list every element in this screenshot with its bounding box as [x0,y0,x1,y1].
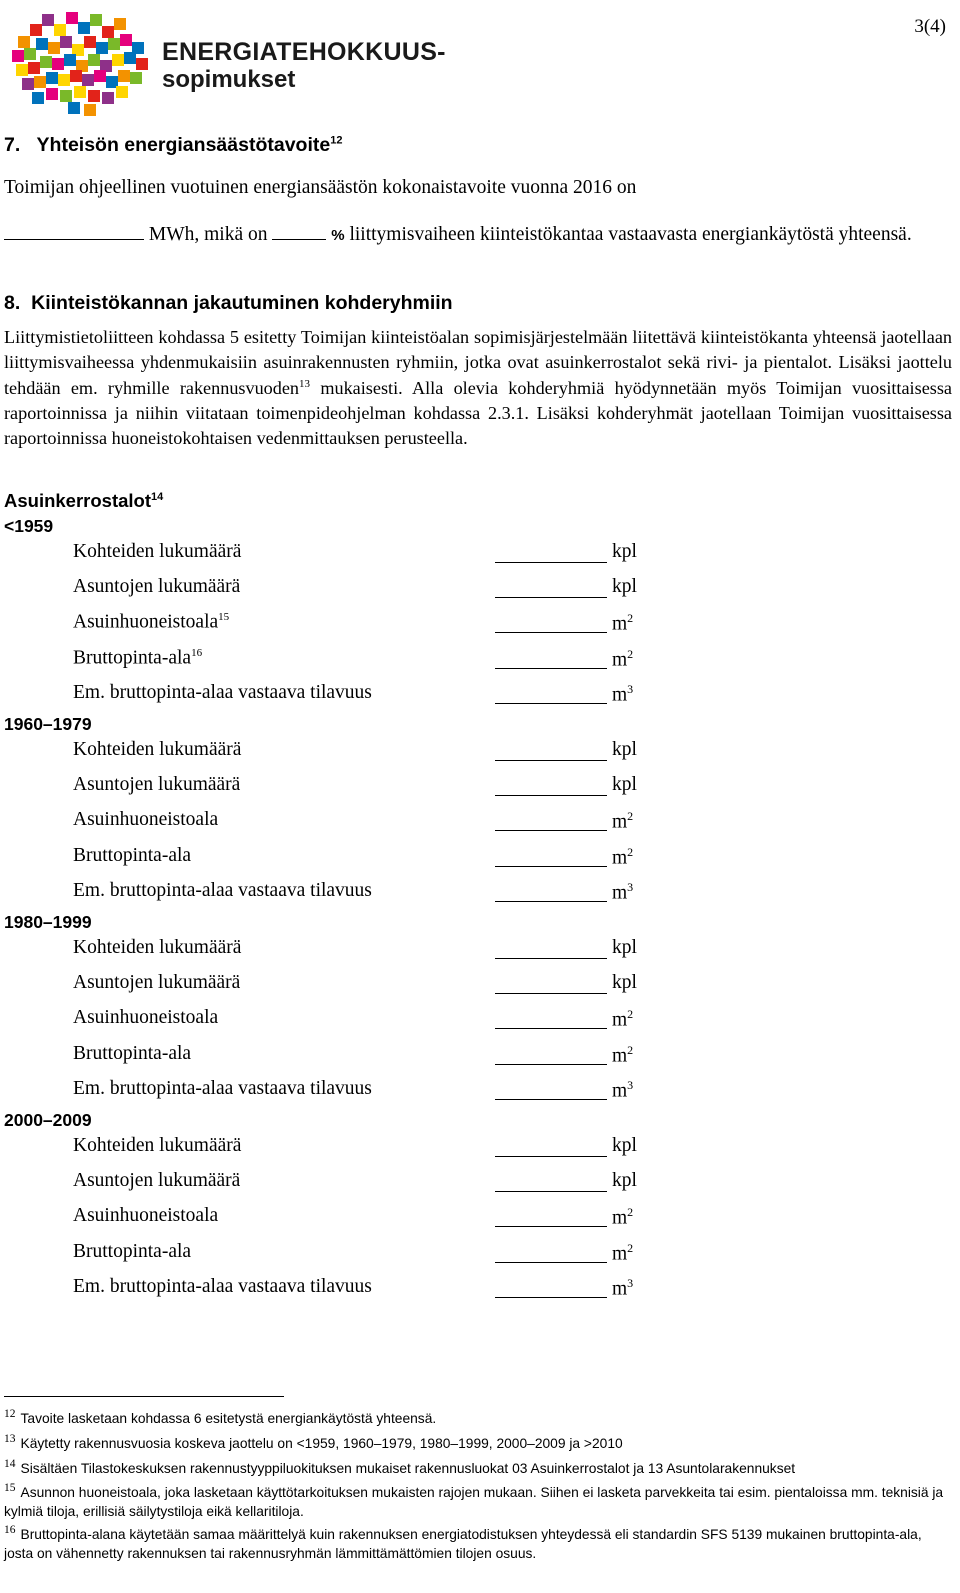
form-row-unit: $m^2$ [612,646,634,671]
footnote-number: 15 [4,1482,16,1494]
unit-exponent: 2 [627,646,634,661]
form-row-unit: kpl [612,1135,637,1156]
footnote-ref: 15 [218,611,230,624]
form-row [0,611,700,641]
form-row-label: Asuinhuoneistoala [73,1205,219,1227]
form-row-blank-field[interactable] [495,993,607,994]
footnote-text: Asunnon huoneistoala, joka lasketaan käyttötarkoituksen mukaisten rajojen mukaan. Siihen ei lasketa parvekkeita tai esim. pientaloissa mm. teknisiä ja kylmiä tiloja, erillisiä säilytystiloja eikä kellaritiloja. [4,1485,944,1519]
footnote-number: 12 [4,1408,16,1420]
form-row-label: Em. bruttopinta-alaa vastaava tilavuus [73,1077,372,1099]
page-number: 3(4) [914,16,946,37]
form-row-unit: kpl [612,739,637,760]
section-8-title: Kiinteistökannan jakautuminen kohderyhmiin [31,292,453,314]
form-row-unit: $m^3$ [612,1275,634,1300]
section-8-text-part1: Liittymistietoliitteen kohdassa 5 esitetty Toimijan kiinteistöalan sopimisjärjestelmään liitettävä kiinteistökanta yhteensä jaotellaan liittymisvaiheessa yhdenmukaisiin asuinrakennusten ryhmiin, jotka ovat asuinkerrostalot sekä rivi- ja pientalot. Lisäksi jaottelu tehdään em. ryhmille rakennusvuoden [4,327,952,398]
form-row-unit: kpl [612,576,637,598]
percent-blank-field[interactable] [272,222,326,240]
form-row-blank-field[interactable] [495,901,607,902]
form-row-blank-field[interactable] [495,1064,607,1065]
form-row-unit: $m^3$ [612,1077,634,1102]
form-row [0,1078,700,1108]
footnote [4,1410,944,1429]
form-row-unit: kpl [612,972,637,994]
unit-exponent: 2 [627,1240,634,1255]
form-row [0,774,700,804]
form-row [0,647,700,677]
form-row [0,1043,700,1073]
form-row-unit: kpl [612,937,637,958]
form-row-unit: kpl [612,774,637,796]
form-row-unit: $m^2$ [612,1042,634,1067]
form-row-unit: $m^2$ [612,809,634,833]
form-row-blank-field[interactable] [495,1262,607,1263]
form-row-unit: kpl [612,541,637,562]
form-row-label: Asuinhuoneistoala$^{15}$ [73,611,230,633]
form-row-blank-field[interactable] [495,830,607,831]
footnote-ref-14: 14 [151,490,164,503]
section-7-line1: Toimijan ohjeellinen vuotuinen energiansäästön kokonaistavoite vuonna 2016 on [4,177,637,198]
form-row-blank-field[interactable] [495,1028,607,1029]
section-7-line2 [4,222,952,249]
energiatehokkuus-logo [12,8,446,116]
form-row-label: Bruttopinta-ala [73,844,192,866]
form-row [0,809,700,839]
percent-sign: % [331,227,345,244]
unit-exponent: 3 [627,681,634,696]
unit-exponent: 3 [627,879,634,894]
form-row [0,1276,700,1306]
footnote-number: 14 [4,1458,16,1470]
form-row [0,1241,700,1271]
footnote-ref: 16 [191,646,203,659]
form-row [0,1170,700,1200]
form-row [0,541,700,571]
form-row-label: Asuntojen lukumäärä [73,1170,241,1192]
unit-exponent: 2 [627,1007,634,1022]
period-heading: <1959 [4,516,54,536]
mwh-text: MWh, mikä on [144,224,273,245]
form-row-unit: kpl [612,1170,637,1192]
form-row-blank-field[interactable] [495,597,607,598]
section-7-title: Yhteisön energiansäästötavoite [36,134,331,156]
form-row-unit: $m^2$ [612,611,634,635]
form-row-blank-field[interactable] [495,632,607,633]
footnote [4,1435,944,1454]
form-row-blank-field[interactable] [495,1297,607,1298]
form-row-blank-field[interactable] [495,958,607,959]
form-row-label: Asuntojen lukumäärä [73,774,241,796]
footnote-number: 13 [4,1433,16,1445]
form-row [0,1135,700,1165]
form-row-label: Asuinhuoneistoala [73,809,219,831]
section-8-text-part2: mukaisesti. Alla olevia kohderyhmiä hyödynnetään myös Toimijan vuosittaisessa raportoinnissa ja niihin viitataan toimenpideohjelman kohdassa 2.3.1. Lisäksi kohderyhmät jaotellaan Toimijan vuosittaisessa raportoinnissa huoneistokohtaisen vedenmittauksen perusteella. [4,377,952,449]
form-row-label: Kohteiden lukumäärä [73,937,242,958]
form-row [0,880,700,910]
section-8-number: 8. [4,292,21,314]
mwh-blank-field[interactable] [4,222,144,240]
form-row [0,576,700,606]
form-row [0,972,700,1002]
form-row-blank-field[interactable] [495,1156,607,1157]
asuinkerrostalot-title: Asuinkerrostalot [4,490,152,511]
form-row-label: Kohteiden lukumäärä [73,541,242,562]
form-row-blank-field[interactable] [495,562,607,563]
form-row-label: Em. bruttopinta-alaa vastaava tilavuus [73,681,372,703]
footnote-number: 16 [4,1524,16,1536]
asuinkerrostalot-heading [4,490,163,512]
period-heading: 1960–1979 [4,714,92,734]
unit-exponent: 2 [627,611,634,626]
form-row-unit: $m^2$ [612,1240,634,1265]
form-row-label: Em. bruttopinta-alaa vastaava tilavuus [73,1275,372,1297]
section-7-rest: liittymisvaiheen kiinteistökantaa vastaavasta energiankäytöstä yhteensä. [344,224,912,245]
form-row-blank-field[interactable] [495,1191,607,1192]
form-row-label: Kohteiden lukumäärä [73,1135,242,1156]
form-row-label: Bruttopinta-ala [73,1240,192,1262]
section-7-number: 7. [4,134,21,156]
form-row-label: Asuntojen lukumäärä [73,576,241,598]
footnote [4,1460,944,1479]
form-row [0,1007,700,1037]
form-row [0,739,700,769]
footnote [4,1526,944,1562]
form-row-blank-field[interactable] [495,703,607,704]
form-row-label: Asuntojen lukumäärä [73,972,241,994]
form-row-label: Kohteiden lukumäärä [73,739,242,760]
form-row-label: Em. bruttopinta-alaa vastaava tilavuus [73,879,372,901]
form-row [0,1205,700,1235]
period-heading: 2000–2009 [4,1110,92,1130]
footnote-text: Sisältäen Tilastokeskuksen rakennustyyppiluokituksen mukaiset rakennusluokat 03 Asuinkerrostalot ja 13 Asuntolarakennukset [20,1461,796,1476]
form-row [0,682,700,712]
footnote [4,1484,944,1520]
form-row-unit: $m^2$ [612,844,634,869]
footnote-ref-12: 12 [330,134,343,147]
form-row-unit: $m^3$ [612,879,634,904]
unit-exponent: 2 [627,844,634,859]
footnote-text: Bruttopinta-alana käytetään samaa määrittelyä kuin rakennuksen energiatodistuksen yhteydessä eli standardin SFS 5139 mukainen bruttopinta-ala, josta on vähennetty rakennuksen tai rakennusryhmän lämmittämättömien tilojen osuus. [4,1527,922,1561]
form-row [0,937,700,967]
unit-exponent: 3 [627,1077,634,1092]
section-7-heading [4,134,342,157]
form-row-unit: $m^3$ [612,681,634,706]
form-row-label: Bruttopinta-ala [73,1042,192,1064]
form-row-blank-field[interactable] [495,1226,607,1227]
footnote-text: Käytetty rakennusvuosia koskeva jaottelu on <1959, 1960–1979, 1980–1999, 2000–2009 ja >2010 [20,1436,623,1451]
form-row-blank-field[interactable] [495,866,607,867]
footnote-text: Tavoite lasketaan kohdassa 6 esitetystä energiankäytöstä yhteensä. [20,1411,437,1426]
section-8-paragraph [4,325,952,451]
unit-exponent: 2 [627,809,634,824]
unit-exponent: 2 [627,1042,634,1057]
form-row-blank-field[interactable] [495,668,607,669]
form-row-label: Bruttopinta-ala$^{16}$ [73,646,203,669]
form-row-blank-field[interactable] [495,1099,607,1100]
unit-exponent: 2 [627,1205,634,1220]
form-row-label: Asuinhuoneistoala [73,1007,219,1029]
logo-subtitle: sopimukset [162,66,296,93]
unit-exponent: 3 [627,1275,634,1290]
period-heading: 1980–1999 [4,912,92,932]
form-row [0,845,700,875]
form-row-unit: $m^2$ [612,1205,634,1229]
footnote-separator [4,1396,284,1397]
form-row-unit: $m^2$ [612,1007,634,1031]
form-row-blank-field[interactable] [495,760,607,761]
logo-title: ENERGIATEHOKKUUS- [162,38,446,66]
form-row-blank-field[interactable] [495,795,607,796]
section-8-heading [4,292,453,315]
footnote-ref-13: 13 [299,377,311,390]
